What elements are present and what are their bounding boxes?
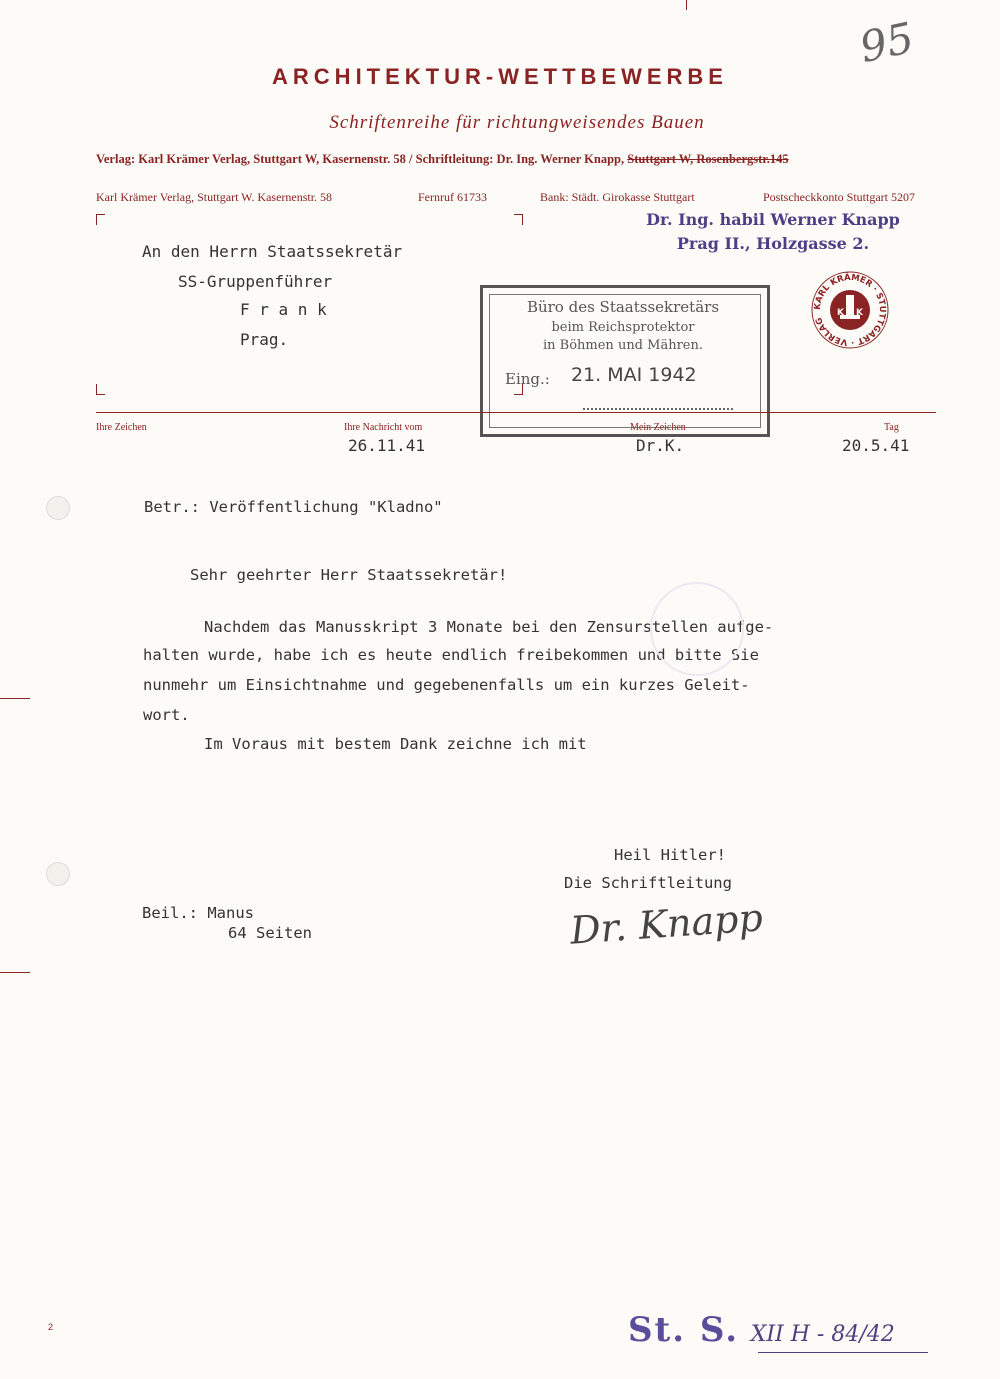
receipt-dotted-line (583, 408, 733, 410)
ihre-zeichen-label: Ihre Zeichen (96, 422, 147, 433)
top-center-mark (686, 0, 687, 10)
handwritten-number: 95 (855, 12, 918, 73)
receipt-stamp (480, 285, 770, 437)
logo-initial-right: K (856, 308, 863, 318)
logo-initial-left: K (837, 308, 844, 318)
salutation: Sehr geehrter Herr Staatssekretär! (190, 566, 508, 584)
ihre-nachricht-value: 26.11.41 (348, 436, 426, 455)
receipt-stamp-line2: beim Reichsprotektor (551, 320, 695, 335)
tag-value: 20.5.41 (842, 436, 910, 455)
contact-postscheck: Postscheckkonto Stuttgart 5207 (763, 190, 915, 204)
para1-line1: Nachdem das Manusskript 3 Monate bei den Zensurstellen aufge- (204, 618, 774, 636)
contact-address: Karl Krämer Verlag, Stuttgart W. Kasernenstr. 58 (96, 190, 333, 204)
enclosure-line1: Beil.: Manus (142, 904, 254, 922)
para1-line4: wort. (143, 706, 190, 724)
receipt-stamp-line3: in Böhmen und Mähren. (543, 338, 703, 353)
publisher-line (96, 152, 789, 167)
publisher-text: Verlag: Karl Krämer Verlag, Stuttgart W, Kasernenstr. 58 / Schriftleitung: Dr. Ing. Werner Knapp, (96, 152, 625, 166)
enclosure-line2: 64 Seiten (228, 924, 312, 942)
receipt-stamp-line1: Büro des Staatssekretärs (526, 298, 720, 316)
reference-divider (96, 412, 936, 413)
closing-schriftleitung: Die Schriftleitung (564, 874, 732, 892)
address-corner-tr (514, 214, 523, 225)
recipient-line4: Prag. (240, 330, 289, 349)
publisher-struck-address: Stuttgart W, Rosenbergstr.145 (627, 152, 789, 166)
knapp-stamp-line2: Prag II., Holzgasse 2. (676, 234, 870, 253)
file-stamp-st-s: St. S. (628, 1310, 740, 1350)
subject-line: Betr.: Veröffentlichung "Kladno" (144, 498, 443, 516)
signature: Dr. Knapp (568, 895, 765, 953)
recipient-line3: F r a n k (240, 300, 327, 319)
ihre-nachricht-label: Ihre Nachricht vom (344, 422, 423, 433)
recipient-line1: An den Herrn Staatssekretär (142, 242, 403, 261)
knapp-address-stamp (638, 208, 908, 256)
contact-bank: Bank: Städt. Girokasse Stuttgart (540, 190, 695, 204)
para1-line2: halten wurde, habe ich es heute endlich freibekommen und bitte Sie (143, 646, 759, 664)
mein-zeichen-value: Dr.K. (636, 436, 685, 455)
fold-mark-lower (0, 972, 30, 973)
punch-hole-top (46, 496, 70, 520)
logo-tower-shape (846, 295, 854, 317)
recipient-line2: SS-Gruppenführer (178, 272, 333, 291)
file-number: XII H - 84/42 (750, 1322, 895, 1347)
letterhead-title: ARCHITEKTUR-WETTBEWERBE (272, 64, 728, 89)
para2: Im Voraus mit bestem Dank zeichne ich mit (204, 735, 587, 753)
knapp-stamp-line1: Dr. Ing. habil Werner Knapp (646, 210, 900, 229)
address-corner-tl (96, 214, 105, 225)
file-stamp (628, 1310, 895, 1350)
file-number-underline (758, 1352, 928, 1353)
logo-ring-text: KARL KRÄMER · STUTTGART · VERLAG (812, 272, 888, 348)
receipt-eing-date: 21. MAI 1942 (571, 364, 697, 386)
address-corner-bl (96, 384, 105, 395)
closing-heil: Heil Hitler! (614, 846, 726, 864)
publisher-logo (810, 270, 890, 350)
letterhead-subtitle: Schriftenreihe für richtungweisendes Bauen (329, 112, 705, 133)
faint-stamp-ghost (650, 582, 744, 676)
fold-mark-middle (0, 698, 30, 699)
tag-label: Tag (884, 422, 899, 433)
mein-zeichen-label: Mein Zeichen (630, 422, 686, 433)
page-number: 2 (48, 1322, 54, 1332)
receipt-eing-label: Eing.: (505, 370, 550, 388)
punch-hole-bottom (46, 862, 70, 886)
para1-line3: nunmehr um Einsichtnahme und gegebenenfalls um ein kurzes Geleit- (143, 676, 750, 694)
contact-phone: Fernruf 61733 (418, 190, 487, 204)
